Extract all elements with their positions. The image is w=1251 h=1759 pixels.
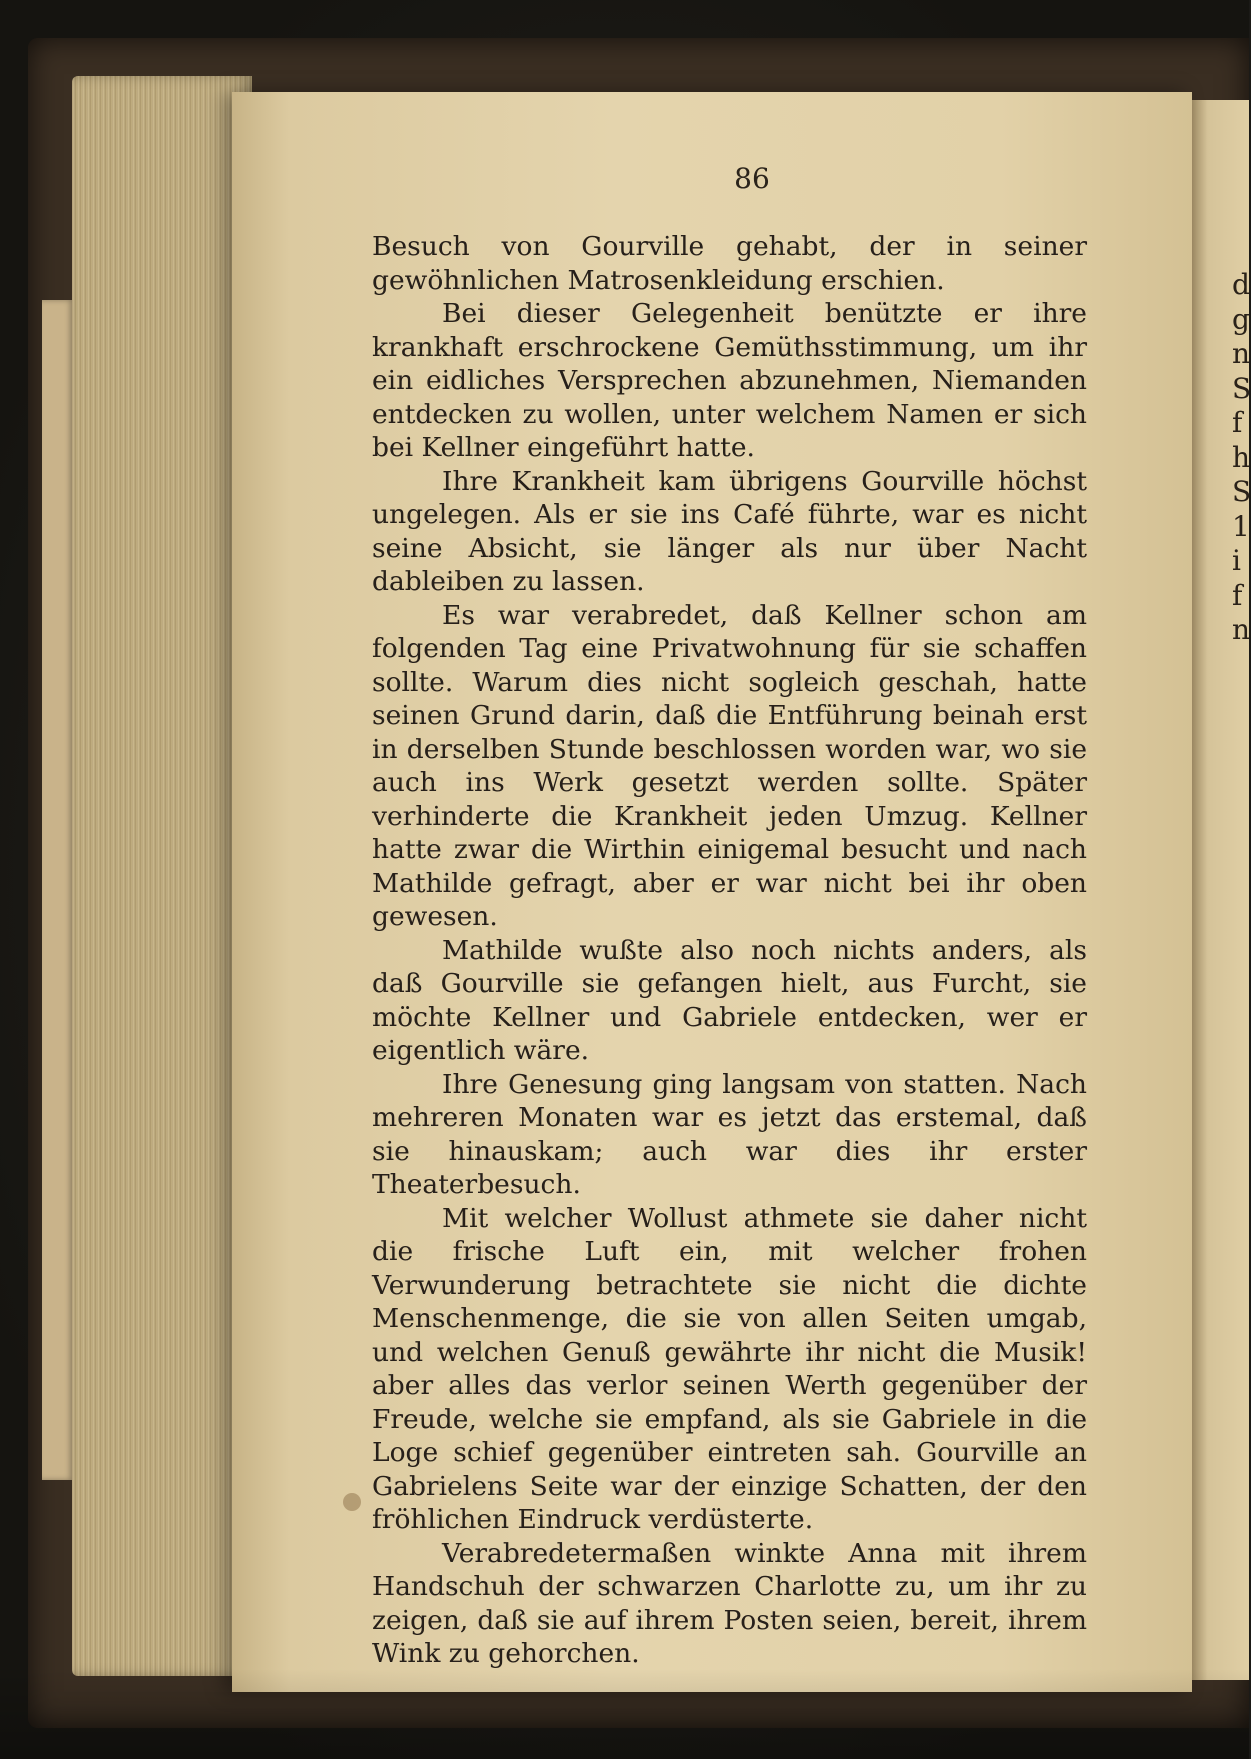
book-page xyxy=(232,92,1192,1692)
paragraph: Ihre Genesung ging langsam von statten. Nach mehreren Monaten war es jetzt das erstemal, daß sie hinauskam; auch war dies ihr erster Theaterbesuch. xyxy=(372,1068,1087,1200)
paragraph: Verabredetermaßen winkte Anna mit ihrem Handschuh der schwarzen Charlotte zu, um ihr zu zeigen, daß sie auf ihrem Posten seien, bereit, ihrem Wink zu gehorchen. xyxy=(372,1537,1087,1669)
paragraph: Mathilde wußte also noch nichts anders, als daß Gourville sie gefangen hielt, aus Furcht, sie möchte Kellner und Gabriele entdecken, wer er eigentlich wäre. xyxy=(372,934,1087,1066)
loose-leaf xyxy=(42,300,74,1480)
paragraph: Ihre Krankheit kam übrigens Gourville höchst ungelegen. Als er sie ins Café führte, war es nicht seine Absicht, sie länger als nur über Nacht dableiben zu lassen. xyxy=(372,465,1087,597)
facing-page xyxy=(1190,100,1249,1680)
page-edges xyxy=(72,76,252,1676)
page-stain xyxy=(343,1493,361,1511)
page-number: 86 xyxy=(734,162,770,195)
paragraph: Es war verabredet, daß Kellner schon am folgenden Tag eine Privatwohnung für sie schaffen sollte. Warum dies nicht sogleich geschah, hatte seinen Grund darin, daß die Entführung beinah erst in derselben Stunde beschlossen worden war, wo sie auch ins Werk gesetzt werden sollte. Später verhinderte die Krankheit jeden Umzug. Kellner hatte zwar die Wirthin einigemal besucht und nach Mathilde gefragt, aber er war nicht bei ihr oben gewesen. xyxy=(372,599,1087,932)
page-text xyxy=(372,230,1087,1671)
facing-page-text: d g n S f h S 1 i f n xyxy=(1232,268,1251,646)
paragraph: Mit welcher Wollust athmete sie daher nicht die frische Luft ein, mit welcher frohen Verwunderung betrachtete sie nicht die dichte Menschenmenge, die sie von allen Seiten umgab, und welchen Genuß gewährte ihr nicht die Musik! aber alles das verlor seinen Werth gegenüber der Freude, welche sie empfand, als sie Gabriele in die Loge schief gegenüber eintreten sah. Gourville an Gabrielens Seite war der einzige Schatten, der den fröhlichen Eindruck verdüsterte. xyxy=(372,1202,1087,1535)
bottom-shadow xyxy=(0,1669,1249,1759)
paragraph: Bei dieser Gelegenheit benützte er ihre krankhaft erschrockene Gemüthsstimmung, um ihr ein eidliches Versprechen abzunehmen, Niemanden entdecken zu wollen, unter welchem Namen er sich bei Kellner eingeführt hatte. xyxy=(372,298,1087,463)
paragraph: Besuch von Gourville gehabt, der in seiner gewöhnlichen Matrosenkleidung erschien. xyxy=(372,231,1087,296)
